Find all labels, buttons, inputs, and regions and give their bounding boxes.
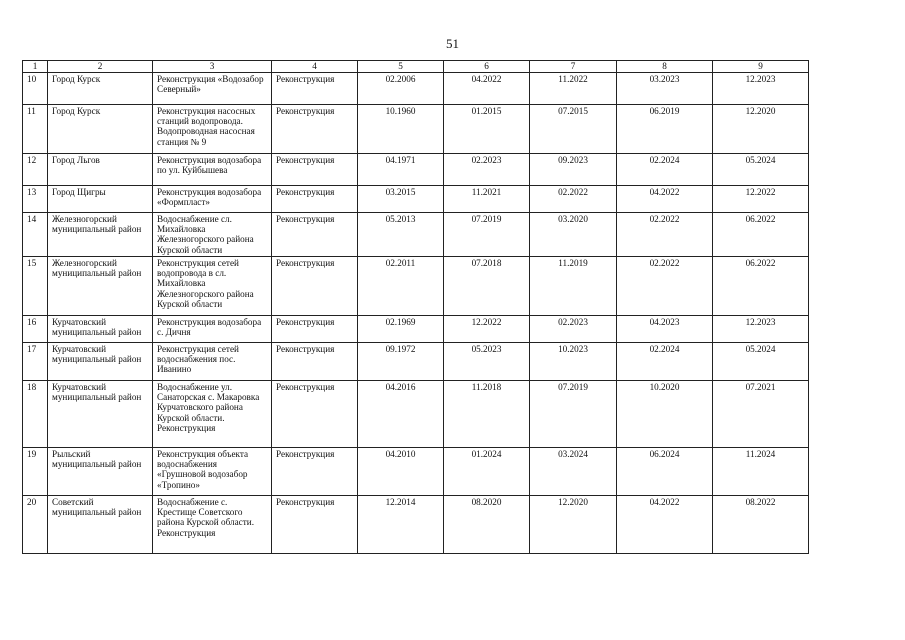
municipality-cell: Рыльский муниципальный район xyxy=(48,448,153,496)
date-cell-col5: 04.1971 xyxy=(358,154,444,186)
date-cell-col8: 10.2020 xyxy=(617,381,713,448)
row-number: 10 xyxy=(23,73,48,105)
work-type-cell: Реконструкция xyxy=(272,73,358,105)
date-cell-col7: 02.2022 xyxy=(530,186,617,213)
column-header: 3 xyxy=(153,61,272,73)
date-cell-col9: 06.2022 xyxy=(713,213,809,257)
object-name-cell: Водоснабжение с. Крестище Советского района Курской области. Реконструкция xyxy=(153,496,272,554)
work-type-cell: Реконструкция xyxy=(272,105,358,154)
municipality-cell: Железногорский муниципальный район xyxy=(48,257,153,316)
date-cell-col5: 04.2016 xyxy=(358,381,444,448)
date-cell-col8: 06.2024 xyxy=(617,448,713,496)
column-header: 2 xyxy=(48,61,153,73)
date-cell-col7: 02.2023 xyxy=(530,316,617,343)
date-cell-col9: 12.2023 xyxy=(713,73,809,105)
schedule-table xyxy=(22,60,809,554)
table-row xyxy=(23,154,809,186)
date-cell-col5: 02.1969 xyxy=(358,316,444,343)
table-row xyxy=(23,105,809,154)
column-header: 4 xyxy=(272,61,358,73)
table-row xyxy=(23,381,809,448)
date-cell-col9: 05.2024 xyxy=(713,343,809,381)
work-type-cell: Реконструкция xyxy=(272,154,358,186)
date-cell-col5: 10.1960 xyxy=(358,105,444,154)
date-cell-col9: 12.2022 xyxy=(713,186,809,213)
table-row xyxy=(23,448,809,496)
date-cell-col7: 07.2019 xyxy=(530,381,617,448)
column-header: 9 xyxy=(713,61,809,73)
table-row xyxy=(23,496,809,554)
date-cell-col5: 12.2014 xyxy=(358,496,444,554)
date-cell-col6: 07.2018 xyxy=(444,257,530,316)
date-cell-col7: 11.2019 xyxy=(530,257,617,316)
date-cell-col8: 02.2024 xyxy=(617,154,713,186)
row-number: 20 xyxy=(23,496,48,554)
object-name-cell: Реконструкция насосных станций водопровода. Водопроводная насосная станция № 9 xyxy=(153,105,272,154)
municipality-cell: Курчатовский муниципальный район xyxy=(48,381,153,448)
municipality-cell: Город Курск xyxy=(48,73,153,105)
date-cell-col5: 02.2011 xyxy=(358,257,444,316)
date-cell-col7: 03.2020 xyxy=(530,213,617,257)
work-type-cell: Реконструкция xyxy=(272,381,358,448)
municipality-cell: Советский муниципальный район xyxy=(48,496,153,554)
date-cell-col8: 02.2022 xyxy=(617,213,713,257)
date-cell-col9: 12.2020 xyxy=(713,105,809,154)
work-type-cell: Реконструкция xyxy=(272,448,358,496)
date-cell-col8: 06.2019 xyxy=(617,105,713,154)
table-row xyxy=(23,316,809,343)
date-cell-col8: 04.2023 xyxy=(617,316,713,343)
date-cell-col7: 09.2023 xyxy=(530,154,617,186)
date-cell-col8: 04.2022 xyxy=(617,496,713,554)
page-number: 51 xyxy=(446,36,459,51)
date-cell-col6: 11.2021 xyxy=(444,186,530,213)
row-number: 14 xyxy=(23,213,48,257)
row-number: 11 xyxy=(23,105,48,154)
object-name-cell: Реконструкция сетей водопровода в сл. Михайловка Железногорского района Курской области xyxy=(153,257,272,316)
column-header: 8 xyxy=(617,61,713,73)
work-type-cell: Реконструкция xyxy=(272,496,358,554)
municipality-cell: Город Щигры xyxy=(48,186,153,213)
row-number: 13 xyxy=(23,186,48,213)
date-cell-col6: 07.2019 xyxy=(444,213,530,257)
date-cell-col8: 02.2022 xyxy=(617,257,713,316)
object-name-cell: Реконструкция сетей водоснабжения пос. Иванино xyxy=(153,343,272,381)
table-row xyxy=(23,343,809,381)
table-header-row xyxy=(23,61,809,73)
date-cell-col9: 11.2024 xyxy=(713,448,809,496)
column-header: 7 xyxy=(530,61,617,73)
date-cell-col9: 06.2022 xyxy=(713,257,809,316)
table-row xyxy=(23,186,809,213)
work-type-cell: Реконструкция xyxy=(272,186,358,213)
row-number: 16 xyxy=(23,316,48,343)
table-row xyxy=(23,73,809,105)
municipality-cell: Курчатовский муниципальный район xyxy=(48,316,153,343)
date-cell-col6: 02.2023 xyxy=(444,154,530,186)
object-name-cell: Реконструкция объекта водоснабжения «Грушновой водозабор «Тропино» xyxy=(153,448,272,496)
row-number: 18 xyxy=(23,381,48,448)
work-type-cell: Реконструкция xyxy=(272,343,358,381)
date-cell-col6: 12.2022 xyxy=(444,316,530,343)
date-cell-col5: 09.1972 xyxy=(358,343,444,381)
date-cell-col6: 11.2018 xyxy=(444,381,530,448)
date-cell-col7: 03.2024 xyxy=(530,448,617,496)
municipality-cell: Город Курск xyxy=(48,105,153,154)
date-cell-col7: 07.2015 xyxy=(530,105,617,154)
object-name-cell: Реконструкция водозабора «Формпласт» xyxy=(153,186,272,213)
date-cell-col8: 04.2022 xyxy=(617,186,713,213)
date-cell-col5: 04.2010 xyxy=(358,448,444,496)
row-number: 17 xyxy=(23,343,48,381)
date-cell-col5: 02.2006 xyxy=(358,73,444,105)
date-cell-col5: 05.2013 xyxy=(358,213,444,257)
date-cell-col9: 08.2022 xyxy=(713,496,809,554)
municipality-cell: Курчатовский муниципальный район xyxy=(48,343,153,381)
date-cell-col5: 03.2015 xyxy=(358,186,444,213)
work-type-cell: Реконструкция xyxy=(272,316,358,343)
column-header: 5 xyxy=(358,61,444,73)
object-name-cell: Водоснабжение ул. Санаторская с. Макаровка Курчатовского района Курской области. Реконструкция xyxy=(153,381,272,448)
date-cell-col6: 04.2022 xyxy=(444,73,530,105)
date-cell-col9: 07.2021 xyxy=(713,381,809,448)
date-cell-col7: 12.2020 xyxy=(530,496,617,554)
object-name-cell: Реконструкция «Водозабор Северный» xyxy=(153,73,272,105)
date-cell-col7: 11.2022 xyxy=(530,73,617,105)
date-cell-col6: 01.2024 xyxy=(444,448,530,496)
table-row xyxy=(23,213,809,257)
date-cell-col6: 01.2015 xyxy=(444,105,530,154)
date-cell-col6: 05.2023 xyxy=(444,343,530,381)
date-cell-col8: 02.2024 xyxy=(617,343,713,381)
row-number: 15 xyxy=(23,257,48,316)
row-number: 19 xyxy=(23,448,48,496)
column-header: 1 xyxy=(23,61,48,73)
object-name-cell: Реконструкция водозабора с. Дичня xyxy=(153,316,272,343)
object-name-cell: Реконструкция водозабора по ул. Куйбышева xyxy=(153,154,272,186)
date-cell-col8: 03.2023 xyxy=(617,73,713,105)
municipality-cell: Город Льгов xyxy=(48,154,153,186)
row-number: 12 xyxy=(23,154,48,186)
municipality-cell: Железногорский муниципальный район xyxy=(48,213,153,257)
date-cell-col9: 05.2024 xyxy=(713,154,809,186)
date-cell-col7: 10.2023 xyxy=(530,343,617,381)
date-cell-col9: 12.2023 xyxy=(713,316,809,343)
table-row xyxy=(23,257,809,316)
work-type-cell: Реконструкция xyxy=(272,213,358,257)
work-type-cell: Реконструкция xyxy=(272,257,358,316)
object-name-cell: Водоснабжение сл. Михайловка Железногорского района Курской области xyxy=(153,213,272,257)
column-header: 6 xyxy=(444,61,530,73)
date-cell-col6: 08.2020 xyxy=(444,496,530,554)
